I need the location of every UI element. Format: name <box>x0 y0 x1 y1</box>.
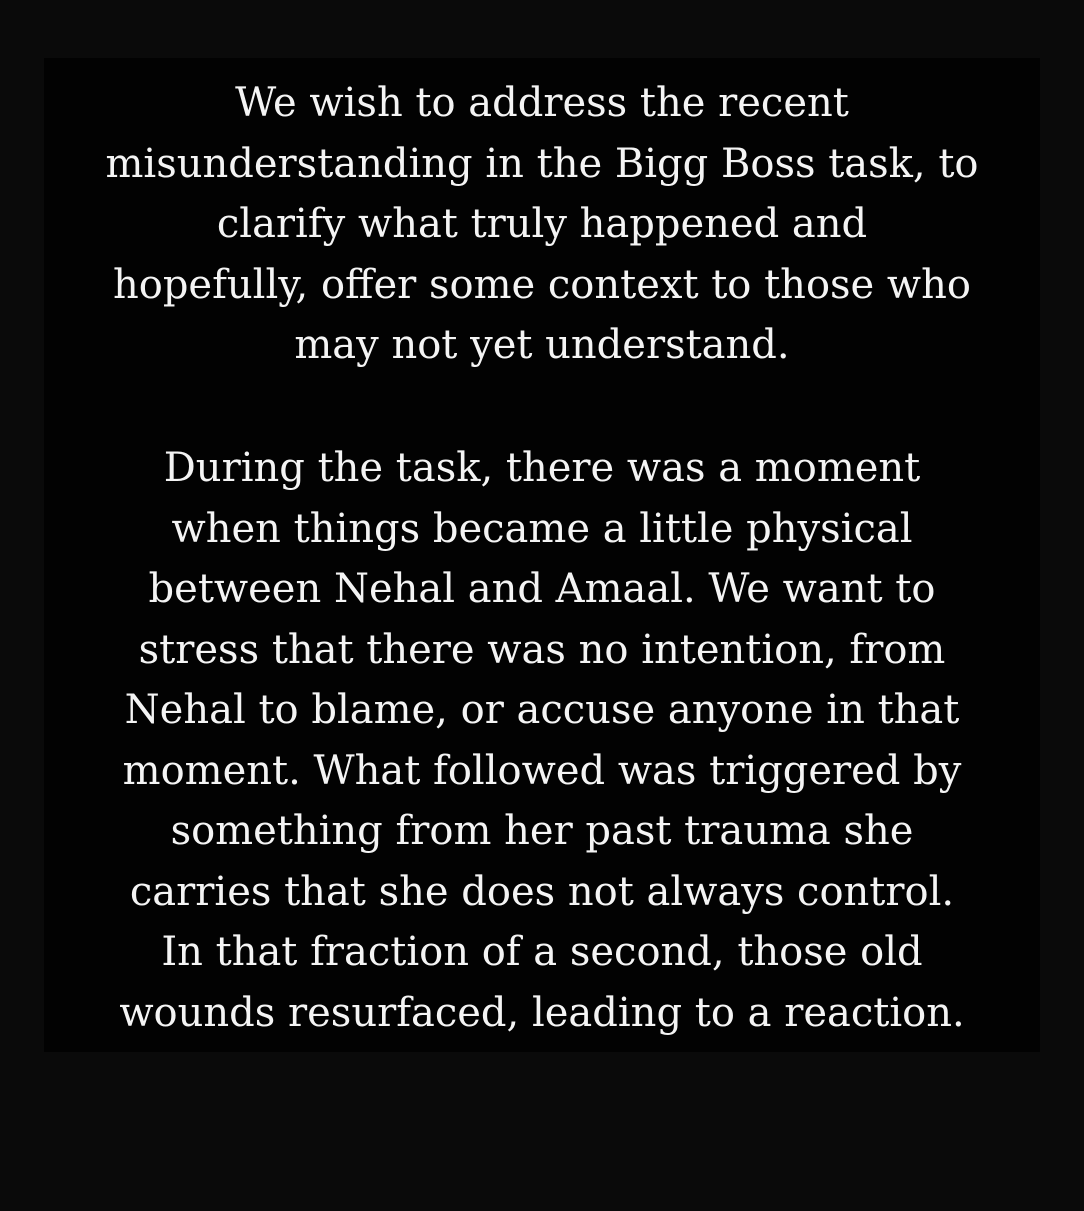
paragraph-line: something from her past trauma she <box>170 808 914 854</box>
statement-card <box>44 58 1040 1052</box>
paragraph-line: may not yet understand. <box>294 322 790 368</box>
paragraph-line: In that fraction of a second, those old <box>161 929 923 975</box>
paragraph-line: carries that she does not always control. <box>129 868 955 915</box>
paragraph-line: stress that there was no intention, from <box>138 626 946 673</box>
paragraph-line: moment. What followed was triggered by <box>122 747 962 794</box>
paragraph-line: Nehal to blame, or accuse anyone in that <box>124 687 960 733</box>
paragraph-line: misunderstanding in the Bigg Boss task, to <box>105 140 979 187</box>
paragraph-line: between Nehal and Amaal. We want to <box>148 566 936 612</box>
paragraph-line: During the task, there was a moment <box>163 445 921 491</box>
paragraph-line: when things became a little physical <box>171 505 913 552</box>
paragraph-line: We wish to address the recent <box>235 80 849 126</box>
statement-paragraph-1 <box>44 73 1040 376</box>
statement-paragraph-2 <box>44 438 1040 1043</box>
paragraph-line: clarify what truly happened and <box>216 201 868 247</box>
paragraph-line: wounds resurfaced, leading to a reaction. <box>119 989 965 1036</box>
paragraph-line: hopefully, offer some context to those who <box>112 261 972 308</box>
